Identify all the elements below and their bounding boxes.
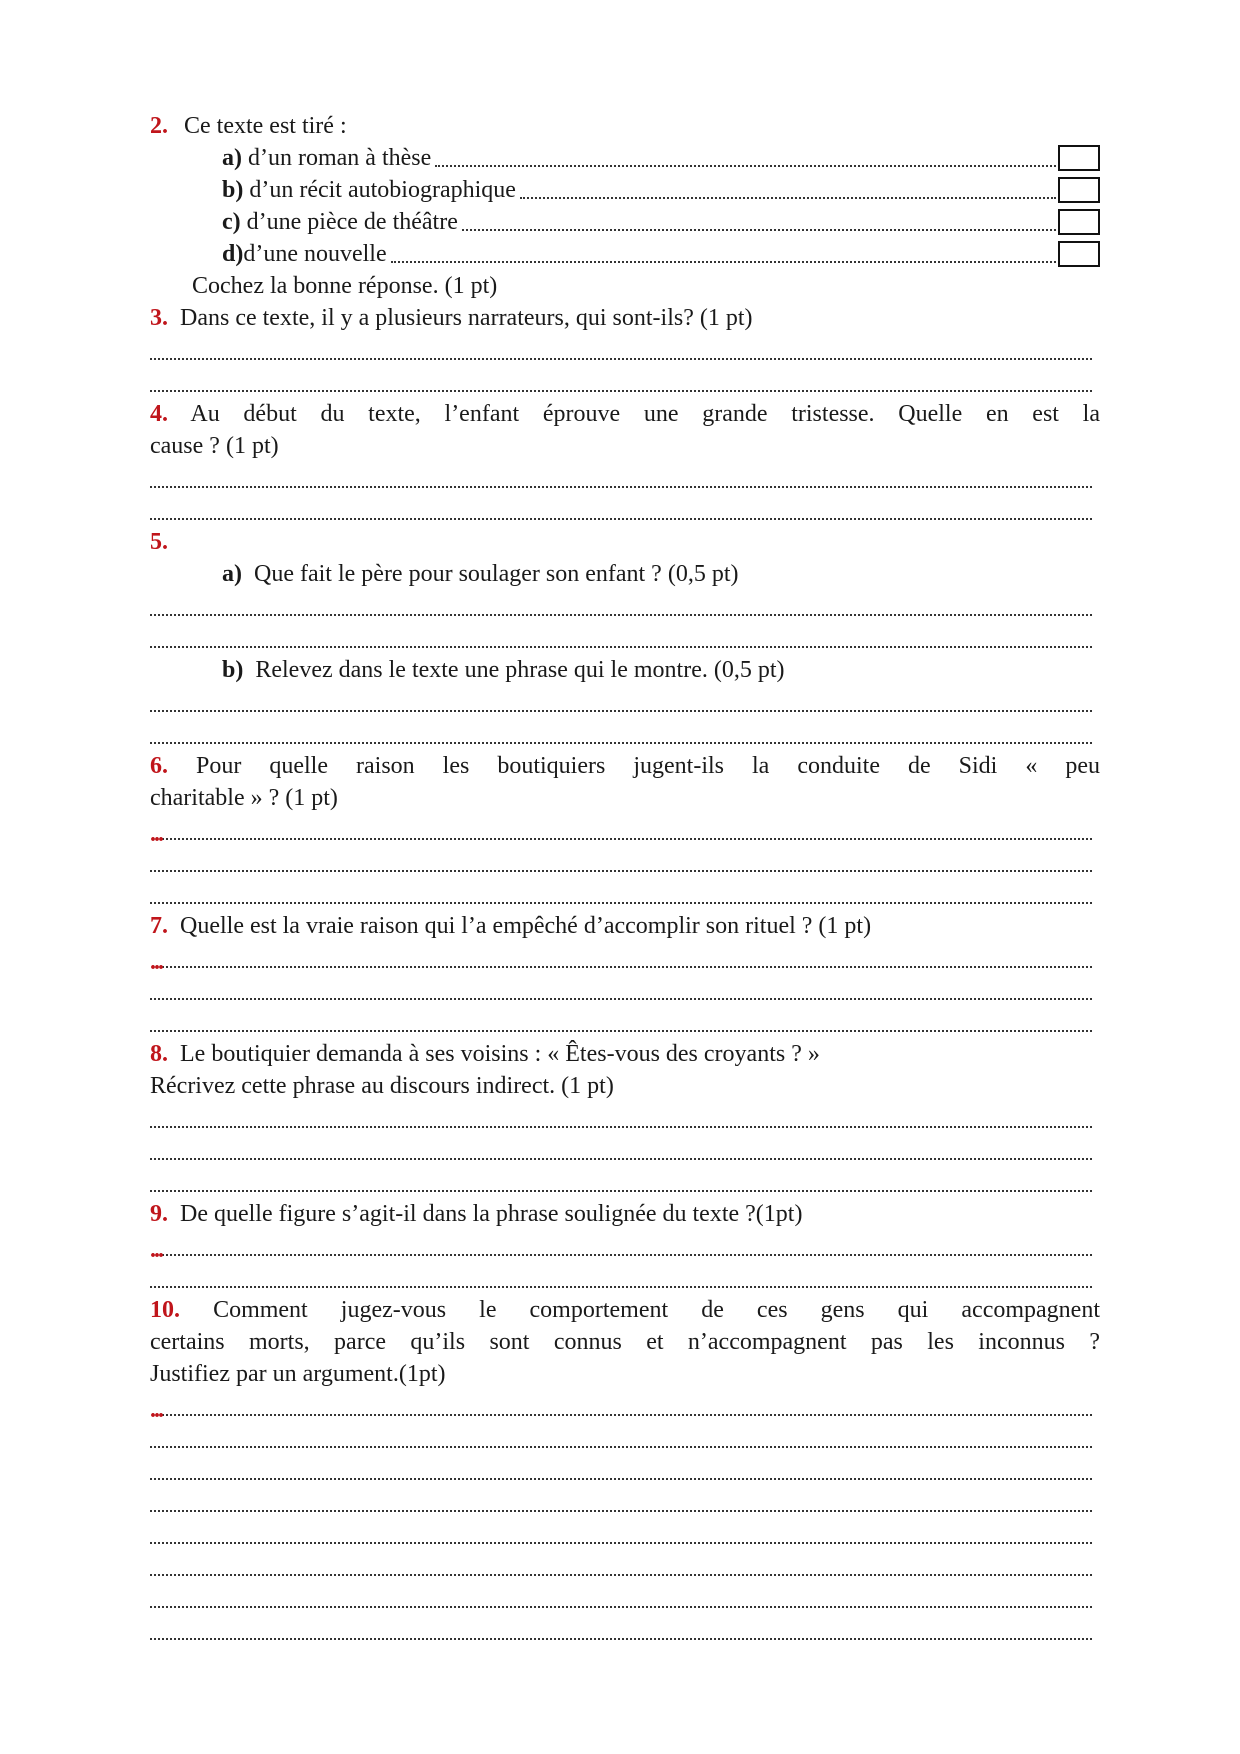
dotted-leader [435,165,1056,167]
question-number: 7. [150,913,168,939]
question-text: Que fait le père pour soulager son enfant ? (0,5 pt) [254,561,739,587]
answer-line[interactable] [150,1550,1100,1582]
red-dots: ... [150,821,162,846]
question-text-continued: Récrivez cette phrase au discours indirect. (1 pt) [150,1073,614,1099]
question-2 [150,110,1100,142]
question-10 [150,1294,1100,1326]
question-8 [150,1038,1100,1070]
question-text-continued: Justifiez par un argument.(1pt) [150,1361,446,1387]
question-text: Le boutiquier demanda à ses voisins : « Êtes-vous des croyants ? » [180,1041,820,1067]
red-dots: ... [150,1397,162,1422]
dotted-leader [520,197,1056,199]
question-3 [150,302,1100,334]
option-letter: a) [222,145,242,171]
answer-line[interactable] [150,942,1100,974]
answer-line[interactable] [150,1486,1100,1518]
answer-line[interactable] [150,1582,1100,1614]
answer-line[interactable] [150,1006,1100,1038]
checkbox-c[interactable] [1058,209,1100,235]
answer-line[interactable] [150,846,1100,878]
question-number: 2. [150,113,168,139]
answer-line[interactable] [150,494,1100,526]
option-text: d’une nouvelle [243,241,387,267]
red-dots: ... [150,949,162,974]
answer-line[interactable] [150,1390,1100,1422]
dotted-leader [391,261,1056,263]
question-4 [150,398,1100,430]
question-number: 8. [150,1041,168,1067]
question-text: De quelle figure s’agit-il dans la phrase soulignée du texte ?(1pt) [180,1201,803,1227]
answer-line[interactable] [150,622,1100,654]
answer-line[interactable] [150,814,1100,846]
question-text: Au début du texte, l’enfant éprouve une grande tristesse. Quelle en est la [190,401,1100,427]
question-text: Dans ce texte, il y a plusieurs narrateurs, qui sont-ils? (1 pt) [180,305,753,331]
answer-line[interactable] [150,1230,1100,1262]
answer-line[interactable] [150,974,1100,1006]
question-5 [150,526,1100,558]
instruction: Cochez la bonne réponse. (1 pt) [192,273,498,299]
question-number: 10. [150,1297,180,1323]
answer-line[interactable] [150,334,1100,366]
question-6 [150,750,1100,782]
answer-line[interactable] [150,462,1100,494]
question-text: Quelle est la vraie raison qui l’a empêché d’accomplir son rituel ? (1 pt) [180,913,872,939]
question-5b [150,654,1100,686]
question-text: Ce texte est tiré : [184,113,347,139]
answer-line[interactable] [150,1166,1100,1198]
question-number: 4. [150,401,168,427]
answer-line[interactable] [150,1262,1100,1294]
option-text: d’une pièce de théâtre [246,209,458,235]
option-c [150,206,1100,238]
answer-line[interactable] [150,1614,1100,1646]
question-text-continued: charitable » ? (1 pt) [150,785,338,811]
answer-line[interactable] [150,1518,1100,1550]
option-letter: c) [222,209,241,235]
answer-line[interactable] [150,686,1100,718]
option-letter: d) [222,241,244,267]
question-text: Comment jugez-vous le comportement de ces gens qui accompagnent [213,1297,1100,1323]
question-number: 6. [150,753,168,779]
checkbox-d[interactable] [1058,241,1100,267]
option-text: d’un récit autobiographique [249,177,516,203]
answer-line[interactable] [150,1102,1100,1134]
question-9 [150,1198,1100,1230]
question-text-continued: certains morts, parce qu’ils sont connus et n’accompagnent pas les inconnus ? [150,1329,1100,1355]
option-d [150,238,1100,270]
option-b [150,174,1100,206]
checkbox-a[interactable] [1058,145,1100,171]
question-text: Pour quelle raison les boutiquiers jugent-ils la conduite de Sidi « peu [196,753,1100,779]
answer-line[interactable] [150,878,1100,910]
question-text-continued: cause ? (1 pt) [150,433,279,459]
answer-line[interactable] [150,366,1100,398]
answer-line[interactable] [150,1422,1100,1454]
exam-page [150,110,1100,1646]
question-5a [150,558,1100,590]
red-dots: ... [150,1237,162,1262]
question-number: 5. [150,529,168,555]
dotted-leader [462,229,1056,231]
question-text: Relevez dans le texte une phrase qui le montre. (0,5 pt) [255,657,785,683]
option-letter: b) [222,657,244,683]
answer-line[interactable] [150,590,1100,622]
answer-line[interactable] [150,718,1100,750]
question-7 [150,910,1100,942]
question-number: 9. [150,1201,168,1227]
option-letter: b) [222,177,244,203]
checkbox-b[interactable] [1058,177,1100,203]
question-number: 3. [150,305,168,331]
answer-line[interactable] [150,1134,1100,1166]
option-a [150,142,1100,174]
answer-line[interactable] [150,1454,1100,1486]
option-letter: a) [222,561,242,587]
option-text: d’un roman à thèse [248,145,432,171]
